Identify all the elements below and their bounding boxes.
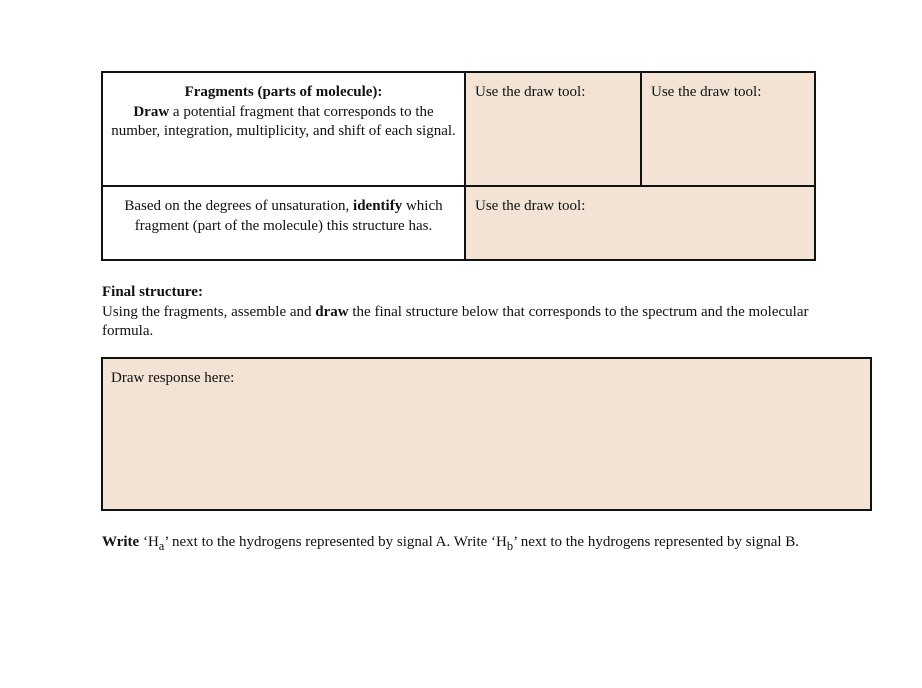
draw-keyword-final: draw: [315, 303, 349, 320]
final-structure-heading: Final structure:: [102, 284, 203, 300]
unsaturation-text-end: which fragment (part of the molecule) this structure has.: [134, 198, 443, 234]
hydrogen-label-instruction: [102, 533, 822, 557]
draw-tool-label-2: Use the draw tool:: [651, 84, 762, 100]
unsaturation-instruction-cell: [103, 187, 466, 259]
write-text-3: ’ next to the hydrogens represented by signal B.: [513, 534, 800, 550]
write-text-1: ‘H: [139, 534, 159, 550]
identify-keyword: identify: [353, 198, 403, 214]
draw-tool-label-3: Use the draw tool:: [475, 198, 586, 214]
subscript-a: a: [158, 539, 165, 553]
fragments-heading: Fragments (parts of molecule):: [184, 84, 383, 100]
fragments-table: [101, 71, 816, 261]
draw-response-area[interactable]: [101, 357, 872, 511]
write-text-2: ’ next to the hydrogens represented by signal A. Write ‘H: [164, 534, 507, 550]
fragments-instruction-text: a potential fragment that corresponds to the number, integration, multiplicity, and shift of each signal.: [111, 103, 456, 139]
unsaturation-text-start: Based on the degrees of unsaturation,: [124, 198, 354, 214]
draw-tool-label-1: Use the draw tool:: [475, 84, 586, 100]
fragments-instruction-cell: [103, 73, 466, 187]
draw-response-label: Draw response here:: [111, 370, 235, 386]
write-keyword: Write: [102, 534, 140, 550]
final-structure-section: [102, 283, 822, 342]
draw-area-unsaturation[interactable]: [466, 187, 814, 259]
subscript-b: b: [506, 539, 514, 553]
final-structure-text-start: Using the fragments, assemble and: [102, 303, 316, 320]
draw-area-fragment-1[interactable]: [466, 73, 642, 187]
final-structure-text-end: the final structure below that corresponds to the spectrum and the molecular formula.: [102, 303, 809, 339]
draw-area-fragment-2[interactable]: [642, 73, 814, 187]
draw-keyword: Draw: [133, 103, 170, 120]
